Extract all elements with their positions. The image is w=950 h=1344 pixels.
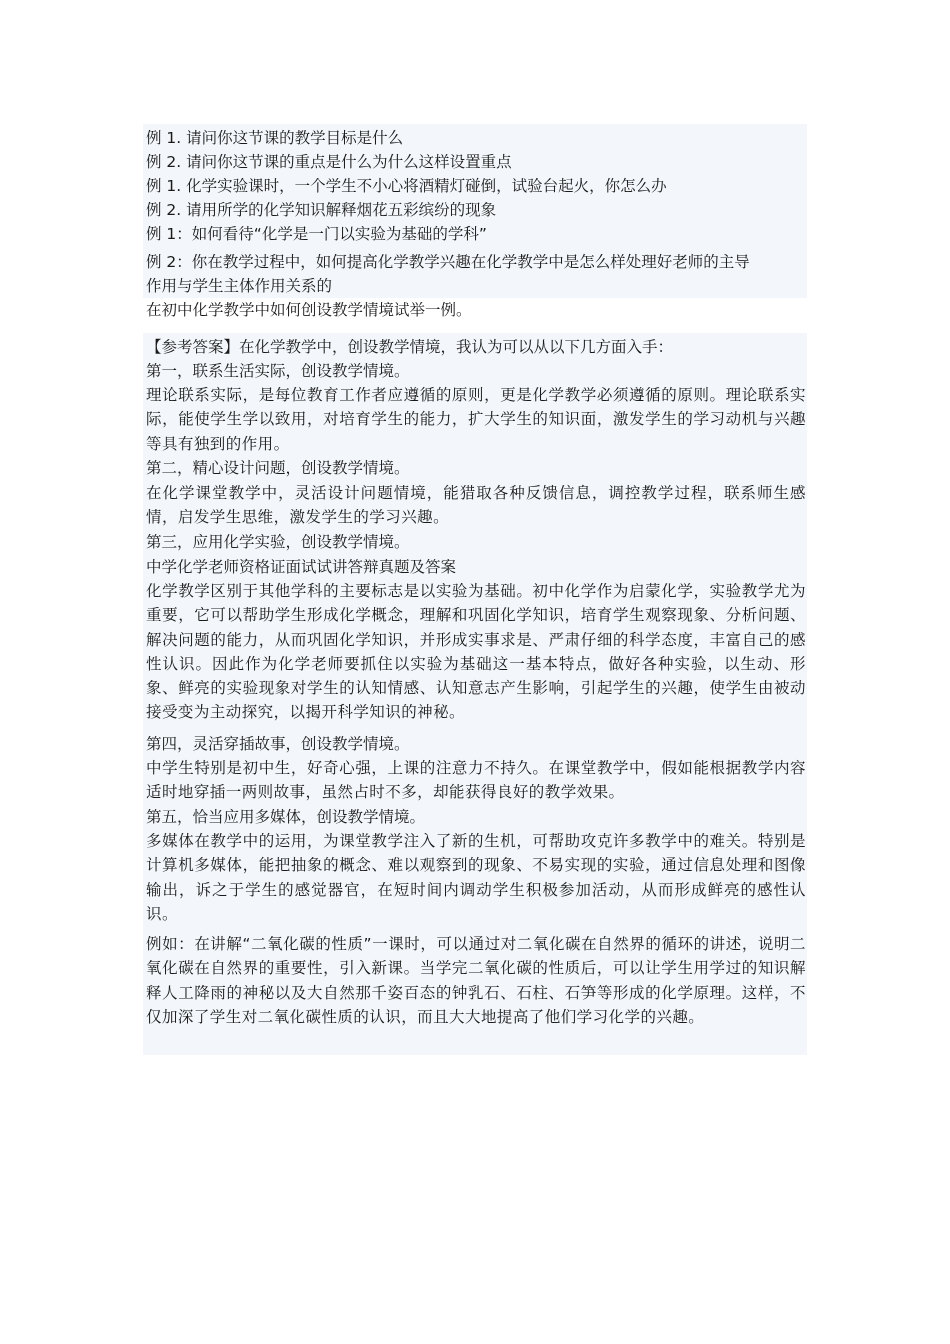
- point-4-title: 第四，灵活穿插故事，创设教学情境。: [146, 735, 410, 753]
- document-heading: 中学化学老师资格证面试试讲答辩真题及答案: [146, 558, 457, 576]
- question-7: 在初中化学教学中如何创设教学情境试举一例。: [146, 301, 472, 319]
- point-5-body: 多媒体在教学中的运用，为课堂教学注入了新的生机，可帮助攻克许多教学中的难关。特别是计算机多媒体，能把抽象的概念、难以观察到的现象、不易实现的实验，通过信息处理和图像输出，诉之于学生的感觉器官，在短时间内调动学生积极参加活动，从而形成鲜亮的感性认识。: [146, 832, 806, 923]
- point-4-body: 中学生特别是初中生，好奇心强，上课的注意力不持久。在课堂教学中，假如能根据教学内容适时地穿插一两则故事，虽然占时不多，却能获得良好的教学效果。: [146, 759, 806, 802]
- point-1-title: 第一，联系生活实际，创设教学情境。: [146, 362, 410, 380]
- answer-intro: 【参考答案】在化学教学中，创设教学情境，我认为可以从以下几方面入手：: [146, 338, 674, 356]
- point-5-title: 第五，恰当应用多媒体，创设教学情境。: [146, 808, 426, 826]
- question-6: 例 2：你在教学过程中，如何提高化学教学兴趣在化学教学中是怎么样处理好老师的主导: [146, 253, 750, 271]
- point-3-title: 第三，应用化学实验，创设教学情境。: [146, 533, 410, 551]
- point-2-title: 第二，精心设计问题，创设教学情境。: [146, 459, 410, 477]
- question-3: 例 1. 化学实验课时，一个学生不小心将酒精灯碰倒，试验台起火，你怎么办: [146, 177, 667, 195]
- question-4: 例 2. 请用所学的化学知识解释烟花五彩缤纷的现象: [146, 201, 497, 219]
- question-2: 例 2. 请问你这节课的重点是什么为什么这样设置重点: [146, 153, 512, 171]
- example-body: 例如：在讲解“二氧化碳的性质”一课时，可以通过对二氧化碳在自然界的循环的讲述，说明二氧化碳在自然界的重要性，引入新课。当学完二氧化碳的性质后，可以让学生用学过的知识解释人工降雨的神秘以及大自然那千姿百态的钟乳石、石柱、石笋等形成的化学原理。这样，不仅加深了学生对二氧化碳性质的认识，而且大大地提高了他们学习化学的兴趣。: [146, 935, 806, 1026]
- point-3-body: 化学教学区别于其他学科的主要标志是以实验为基础。初中化学作为启蒙化学，实验教学尤为重要，它可以帮助学生形成化学概念，理解和巩固化学知识，培育学生观察现象、分析问题、解决问题的能力，从而巩固化学知识，并形成实事求是、严肃仔细的科学态度，丰富自己的感性认识。因此作为化学老师要抓住以实验为基础这一基本特点，做好各种实验，以生动、形象、鲜亮的实验现象对学生的认知情感、认知意志产生影响，引起学生的兴趣，使学生由被动接受变为主动探究，以揭开科学知识的神秘。: [146, 582, 806, 722]
- question-1: 例 1. 请问你这节课的教学目标是什么: [146, 129, 404, 147]
- point-2-body: 在化学课堂教学中，灵活设计问题情境，能猎取各种反馈信息，调控教学过程，联系师生感情，启发学生思维，激发学生的学习兴趣。: [146, 484, 806, 527]
- point-1-body: 理论联系实际，是每位教育工作者应遵循的原则，更是化学教学必须遵循的原则。理论联系实际，能使学生学以致用，对培育学生的能力，扩大学生的知识面，激发学生的学习动机与兴趣等具有独到的作用。: [146, 386, 806, 453]
- question-6-cont: 作用与学生主体作用关系的: [146, 277, 333, 295]
- question-5: 例 1：如何看待“化学是一门以实验为基础的学科”: [146, 225, 487, 243]
